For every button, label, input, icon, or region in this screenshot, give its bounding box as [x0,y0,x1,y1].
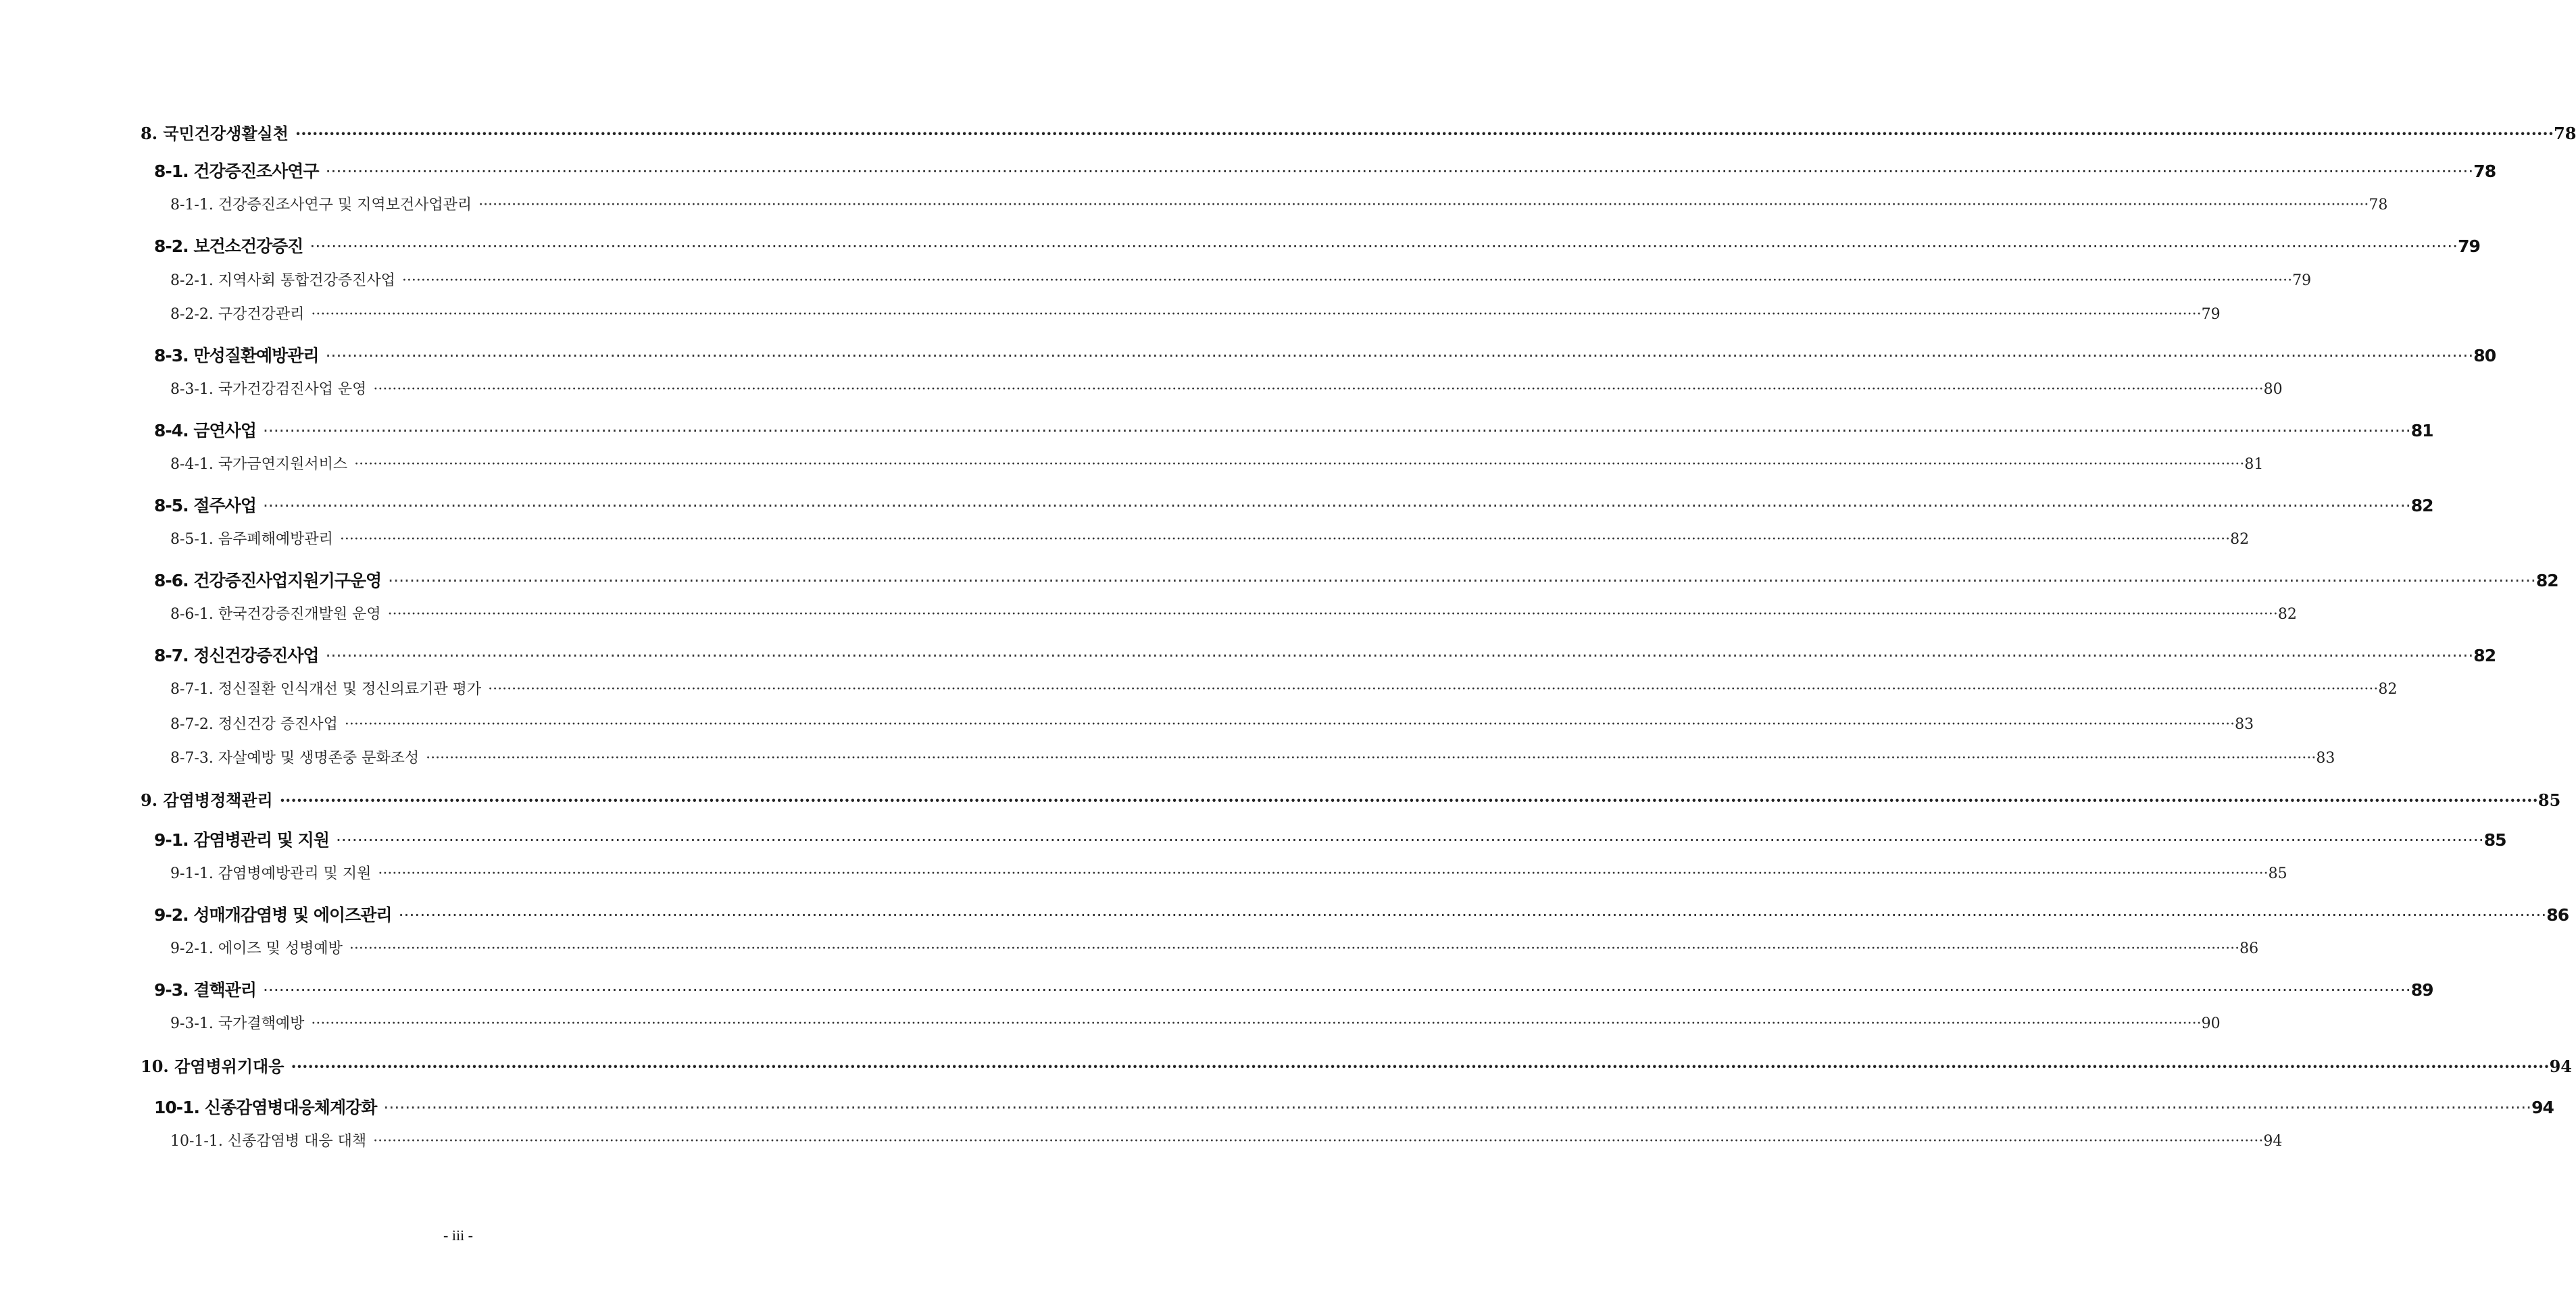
dot-leader: ················································································································································································································································································································································································································ [309,236,2458,256]
toc-entry-page-number: 82 [2410,496,2433,515]
dot-leader: ················································································································································································································································································································································································································ [373,1133,2264,1150]
toc-entry-page-number: 86 [2239,940,2259,957]
dot-leader: ················································································································································································································································································································································································································ [279,790,2538,810]
toc-entry-page-number: 82 [2277,606,2297,623]
toc-entry-subsection[interactable] [170,937,2259,958]
toc-entry-title: 8-7-3. 자살예방 및 생명존중 문화조성 [170,750,420,767]
toc-entry-page-number: 82 [2473,646,2496,665]
toc-entry-section[interactable] [154,567,2558,592]
toc-entry-section[interactable] [154,902,2569,926]
toc-entry-page-number: 85 [2537,790,2561,810]
toc-entry-title: 8-5-1. 음주폐해예방관리 [170,531,333,548]
toc-entry-page-number: 78 [2473,161,2496,181]
toc-entry-section[interactable] [154,1094,2554,1119]
toc-entry-page-number: 89 [2410,980,2433,1000]
toc-entry-page-number: 78 [2369,197,2388,213]
dot-leader: ················································································································································································································································································································································································································ [378,865,2269,882]
toc-entry-title: 8-7-2. 정신건강 증진사업 [170,716,338,733]
dot-leader: ················································································································································································································································································································································································································ [401,272,2293,289]
dot-leader: ················································································································································································································································································································································································································ [311,306,2202,323]
toc-entry-section[interactable] [154,158,2496,182]
toc-entry-subsection[interactable] [170,193,2388,214]
toc-entry-title: 10-1. 신종감염병대응체계강화 [154,1098,377,1117]
toc-entry-page-number: 79 [2201,306,2221,323]
toc-entry-subsection[interactable] [170,678,2398,698]
toc-entry-title: 8-4. 금연사업 [154,421,256,440]
toc-entry-title: 8-6-1. 한국건강증진개발원 운영 [170,606,381,623]
dot-leader: ················································································································································································································································································································································································································ [354,456,2245,473]
dot-leader: ················································································································································································································································································································································································································ [311,1015,2202,1032]
toc-entry-title: 8-1. 건강증진조사연구 [154,161,319,181]
dot-leader: ················································································································································································································································································································································································································ [388,571,2536,590]
toc-entry-title: 8-6. 건강증진사업지원기구운영 [154,571,382,590]
dot-leader: ················································································································································································································································································································································································································ [398,905,2547,925]
toc-entry-page-number: 81 [2410,421,2433,440]
toc-entry-subsection[interactable] [170,528,2250,549]
toc-entry-title: 8-2-1. 지역사회 통합건강증진사업 [170,272,395,289]
toc-entry-title: 8-2. 보건소건강증진 [154,236,303,256]
toc-entry-title: 8-7. 정신건강증진사업 [154,646,319,665]
dot-leader: ················································································································································································································································································································································································································ [262,421,2411,440]
toc-entry-section[interactable] [154,492,2433,517]
toc-entry-page-number: 90 [2201,1015,2221,1032]
toc-entry-subsection[interactable] [170,453,2264,474]
dot-leader: ················································································································································································································································································································································································································ [325,646,2474,665]
dot-leader: ················································································································································································································································································································································································································ [349,940,2240,957]
toc-entry-title: 8-3-1. 국가건강검진사업 운영 [170,381,367,398]
toc-entry-page-number: 80 [2473,346,2496,365]
dot-leader: ················································································································································································································································································································································································································ [262,496,2411,515]
toc-entry-title: 9-3. 결핵관리 [154,980,256,1000]
toc-entry-chapter[interactable] [141,1053,2572,1077]
toc-entry-section[interactable] [154,233,2480,257]
toc-entry-page-number: 79 [2458,236,2480,256]
toc-entry-subsection[interactable] [170,713,2254,734]
toc-entry-chapter[interactable] [141,120,2576,144]
toc-entry-title: 9-1. 감염병관리 및 지원 [154,830,329,850]
dot-leader: ················································································································································································································································································································································································································ [295,124,2554,143]
toc-entry-subsection[interactable] [170,269,2312,290]
toc-entry-chapter[interactable] [141,787,2561,811]
toc-entry-page-number: 94 [2263,1133,2283,1150]
toc-entry-title: 10-1-1. 신종감염병 대응 대책 [170,1133,367,1150]
toc-entry-title: 8-7-1. 정신질환 인식개선 및 정신의료기관 평가 [170,681,482,698]
toc-entry-page-number: 81 [2244,456,2264,473]
toc-entry-page-number: 83 [2316,750,2335,767]
dot-leader: ················································································································································································································································································································································································································ [335,830,2484,850]
toc-entry-page-number: 85 [2268,865,2287,882]
toc-entry-page-number: 86 [2546,905,2569,925]
toc-entry-title: 8-1-1. 건강증진조사연구 및 지역보건사업관리 [170,197,472,213]
toc-entry-title: 8. 국민건강생활실천 [141,124,289,143]
toc-entry-title: 9. 감염병정책관리 [141,790,273,810]
toc-entry-title: 8-4-1. 국가금연지원서비스 [170,456,348,473]
toc-entry-page-number: 79 [2292,272,2312,289]
dot-leader: ················································································································································································································································································································································································································ [373,381,2264,398]
toc-entry-page-number: 94 [2549,1057,2572,1076]
dot-leader: ················································································································································································································································································································································································································ [344,716,2235,733]
toc-entry-title: 9-2. 성매개감염병 및 에이즈관리 [154,905,392,925]
toc-entry-title: 10. 감염병위기대응 [141,1057,284,1076]
dot-leader: ················································································································································································································································································································································································································ [488,681,2379,698]
toc-entry-subsection[interactable] [170,1012,2221,1033]
toc-entry-section[interactable] [154,342,2496,367]
dot-leader: ················································································································································································································································································································································································································ [383,1098,2532,1117]
toc-entry-page-number: 78 [2554,124,2576,143]
toc-entry-section[interactable] [154,417,2433,442]
toc-entry-subsection[interactable] [170,1129,2283,1150]
toc-entry-title: 9-3-1. 국가결핵예방 [170,1015,305,1032]
toc-entry-page-number: 82 [2230,531,2250,548]
toc-entry-section[interactable] [154,642,2496,667]
toc-entry-subsection[interactable] [170,378,2283,399]
toc-entry-title: 8-2-2. 구강건강관리 [170,306,305,323]
toc-entry-subsection[interactable] [170,603,2297,624]
dot-leader: ················································································································································································································································································································································································································ [426,750,2317,767]
dot-leader: ················································································································································································································································································································································································································ [387,606,2278,623]
dot-leader: ················································································································································································································································································································································································································ [339,531,2231,548]
dot-leader: ················································································································································································································································································································································································································ [291,1057,2550,1076]
toc-entry-title: 9-1-1. 감염병예방관리 및 지원 [170,865,372,882]
toc-entry-subsection[interactable] [170,303,2221,324]
toc-entry-page-number: 82 [2535,571,2558,590]
toc-entry-page-number: 94 [2531,1098,2554,1117]
toc-entry-section[interactable] [154,827,2506,851]
toc-entry-section[interactable] [154,977,2433,1001]
toc-entry-page-number: 85 [2483,830,2506,850]
dot-leader: ················································································································································································································································································································································································································ [262,980,2411,1000]
dot-leader: ················································································································································································································································································································································································································ [478,197,2369,213]
toc-entry-subsection[interactable] [170,862,2287,883]
toc-entry-title: 9-2-1. 에이즈 및 성병예방 [170,940,343,957]
toc-entry-page-number: 82 [2378,681,2398,698]
toc-entry-page-number: 80 [2263,381,2283,398]
toc-entry-subsection[interactable] [170,746,2335,767]
toc-entry-title: 8-3. 만성질환예방관리 [154,346,319,365]
dot-leader: ················································································································································································································································································································································································································ [325,161,2474,181]
toc-entry-title: 8-5. 절주사업 [154,496,256,515]
dot-leader: ················································································································································································································································································································································································································ [325,346,2474,365]
toc-entry-page-number: 83 [2235,716,2254,733]
page-number-footer: - iii - [443,1227,473,1244]
